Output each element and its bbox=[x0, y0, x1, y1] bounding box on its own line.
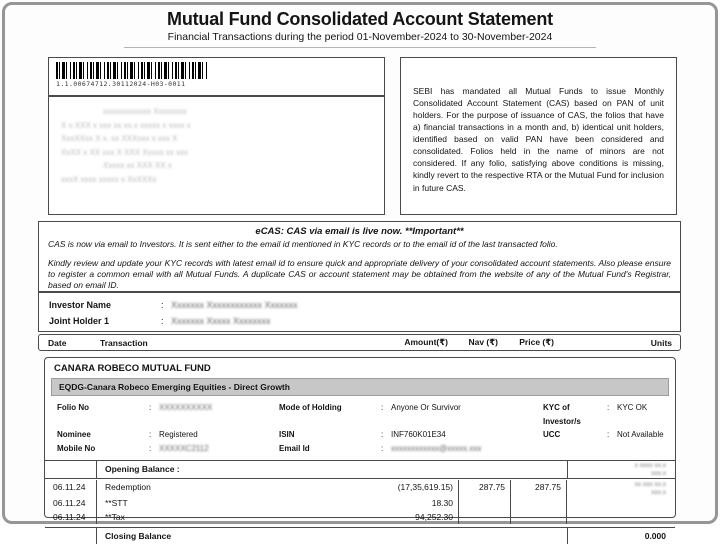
joint-holder-value: Xxxxxxx Xxxxx Xxxxxxxx bbox=[171, 316, 271, 326]
detail-value: INF760K01E34 bbox=[391, 430, 446, 439]
detail-folio-no bbox=[57, 401, 279, 428]
detail-label: Email Id bbox=[279, 443, 310, 453]
address-line: xxxxxxxxxxxx Xxxxxxxx bbox=[103, 107, 187, 116]
barcode-number: 1.1.00674712.30112024-H03-0011 bbox=[56, 80, 186, 88]
redacted-units: xxx.x bbox=[651, 488, 666, 496]
joint-holder-row bbox=[49, 313, 670, 329]
colon: : bbox=[607, 403, 610, 412]
detail-label: Nominee bbox=[57, 430, 91, 439]
address-line: XxXX x XX xxx X XXX Xxxxx xx xxx bbox=[61, 147, 189, 157]
colon: : bbox=[149, 443, 152, 453]
detail-label: UCC bbox=[543, 430, 561, 439]
colon: : bbox=[607, 430, 610, 439]
col-header-amount: Amount(₹) bbox=[404, 337, 448, 347]
txn-nav: 287.75 bbox=[459, 480, 511, 496]
detail-label: KYC of Investor/s bbox=[543, 403, 581, 426]
colon: : bbox=[149, 430, 152, 439]
opening-balance-row bbox=[45, 461, 675, 479]
investor-name-row bbox=[49, 297, 670, 313]
detail-value: KYC OK bbox=[617, 403, 648, 412]
txn-units bbox=[567, 496, 675, 510]
investor-name-label: Investor Name bbox=[49, 300, 112, 310]
detail-label: Mode of Holding bbox=[279, 403, 342, 412]
opening-date-cell bbox=[45, 461, 97, 478]
detail-isin bbox=[279, 428, 543, 442]
opening-balance-label: Opening Balance : bbox=[105, 464, 180, 474]
barcode-box bbox=[48, 57, 385, 96]
colon: : bbox=[161, 300, 164, 310]
investor-name-box bbox=[38, 292, 681, 332]
joint-holder-label: Joint Holder 1 bbox=[49, 316, 110, 326]
closing-balance-row bbox=[45, 527, 675, 544]
address-line: Xxxxx xx XXX XX x bbox=[103, 161, 172, 170]
closing-balance-units: 0.000 bbox=[567, 528, 675, 544]
page-title: Mutual Fund Consolidated Account Statement bbox=[167, 9, 553, 29]
redacted-units: xxx.x bbox=[651, 469, 666, 477]
scheme-name-bar: EQDG-Canara Robeco Emerging Equities - Direct Growth bbox=[51, 378, 669, 396]
barcode-icon bbox=[56, 62, 208, 79]
detail-kyc-status bbox=[543, 401, 675, 428]
colon: : bbox=[161, 316, 164, 326]
transaction-rows bbox=[45, 479, 675, 524]
redacted-units: xx xxx xx.x bbox=[634, 481, 666, 488]
txn-desc: **STT bbox=[105, 498, 128, 508]
kyc-update-note: Kindly review and update your KYC records with latest email id to ensure quick and appropriate delivery of your consolidated account statements. Also please ensure to register a common email with all Mutual Funds. A duplicate CAS or account statement may be obtained from the website of any of the Mutual Fund's Registrar, based on email ID. bbox=[48, 258, 671, 290]
statement-period: Financial Transactions during the period 01-November-2024 to 30-November-2024 bbox=[167, 31, 553, 43]
detail-label: Folio No bbox=[57, 403, 89, 412]
amc-name: CANARA ROBECO MUTUAL FUND bbox=[54, 363, 211, 374]
detail-value: XXXXXC2112 bbox=[159, 443, 209, 453]
txn-date: 06.11.24 bbox=[45, 510, 97, 524]
ecas-notice-box bbox=[38, 221, 681, 292]
detail-mobile-no bbox=[57, 442, 279, 456]
txn-units bbox=[567, 480, 675, 496]
txn-date: 06.11.24 bbox=[45, 480, 97, 496]
transaction-table-header bbox=[38, 334, 681, 351]
txn-price bbox=[511, 496, 567, 510]
colon: : bbox=[381, 430, 384, 439]
col-header-nav: Nav (₹) bbox=[468, 337, 498, 347]
txn-nav bbox=[459, 510, 511, 524]
folio-details bbox=[45, 396, 675, 460]
detail-email-id bbox=[279, 442, 543, 456]
txn-desc: Redemption bbox=[105, 482, 151, 492]
sebi-notice-text: SEBI has mandated all Mutual Funds to issue Monthly Consolidated Account Statement (CAS) based on PAN of unit holders. For the purpose of issuance of CAS, the folios that have a) financial transactions in a month and, b) identical unit holders, identified based on valid PAN have been considered and consolidated. Folios held in the name of minors are not considered. If any folio, satisfying above conditions is missing, kindly revert to the respective RTA or the Mutual Fund for inclusion in future CAS. bbox=[413, 86, 664, 193]
col-header-price: Price (₹) bbox=[519, 337, 554, 347]
table-row-stt bbox=[45, 496, 675, 510]
col-header-units: Units bbox=[650, 337, 672, 348]
closing-balance-label: Closing Balance bbox=[105, 531, 172, 541]
txn-amount: 18.30 bbox=[354, 496, 459, 510]
closing-date-cell bbox=[45, 528, 97, 544]
header-divider bbox=[124, 47, 596, 48]
detail-value: xxxxxxxxxxxx@xxxxx.xxx bbox=[391, 443, 482, 453]
address-line: xxxX xxxx xxxxx x XxXXXx bbox=[61, 174, 157, 184]
ecas-subline: CAS is now via email to Investors. It is sent either to the email id mentioned in KYC records or to the email id of the last transacted folio. bbox=[48, 239, 558, 249]
transactions-table bbox=[45, 460, 675, 544]
detail-ucc bbox=[543, 428, 675, 442]
detail-label: ISIN bbox=[279, 430, 295, 439]
detail-mode-of-holding bbox=[279, 401, 543, 428]
col-header-transaction: Transaction bbox=[100, 337, 148, 348]
opening-balance-units bbox=[567, 461, 675, 478]
folio-details-row bbox=[57, 401, 675, 428]
fund-section bbox=[44, 357, 676, 541]
table-row-tax bbox=[45, 510, 675, 524]
detail-value: Not Available bbox=[617, 430, 664, 439]
address-line: XxxXXxx X x. xx XXXxxx x xxx X bbox=[61, 134, 178, 143]
txn-amount: (17,35,619.15) bbox=[354, 480, 459, 496]
folio-details-row bbox=[57, 442, 675, 456]
redacted-units: x xxxx xx.x bbox=[634, 462, 666, 469]
detail-value: Anyone Or Survivor bbox=[391, 403, 461, 412]
detail-value: Registered bbox=[159, 430, 198, 439]
col-header-date: Date bbox=[48, 337, 67, 348]
folio-details-row bbox=[57, 428, 675, 442]
colon: : bbox=[149, 403, 152, 412]
colon: : bbox=[381, 443, 384, 453]
txn-nav bbox=[459, 496, 511, 510]
document-header bbox=[0, 9, 720, 48]
detail-value: XXXXXXXXXX bbox=[159, 403, 213, 412]
address-line: X x XXX x xxx xx xx.x xxxxx x xxxx x bbox=[61, 120, 191, 130]
txn-desc: **Tax bbox=[105, 512, 125, 522]
txn-price bbox=[511, 510, 567, 524]
txn-units bbox=[567, 510, 675, 524]
txn-amount: 94,252.30 bbox=[354, 510, 459, 524]
txn-date: 06.11.24 bbox=[45, 496, 97, 510]
detail-nominee bbox=[57, 428, 279, 442]
detail-label: Mobile No bbox=[57, 443, 96, 453]
txn-price: 287.75 bbox=[511, 480, 567, 496]
investor-name-value: Xxxxxxx Xxxxxxxxxxxx Xxxxxxx bbox=[171, 300, 298, 310]
sebi-notice-box bbox=[400, 57, 677, 215]
ecas-heading: eCAS: CAS via email is live now. **Important** bbox=[255, 226, 464, 237]
investor-address-box bbox=[48, 96, 385, 215]
colon: : bbox=[381, 403, 384, 412]
detail-empty bbox=[543, 442, 675, 456]
table-row-redemption bbox=[45, 479, 675, 496]
